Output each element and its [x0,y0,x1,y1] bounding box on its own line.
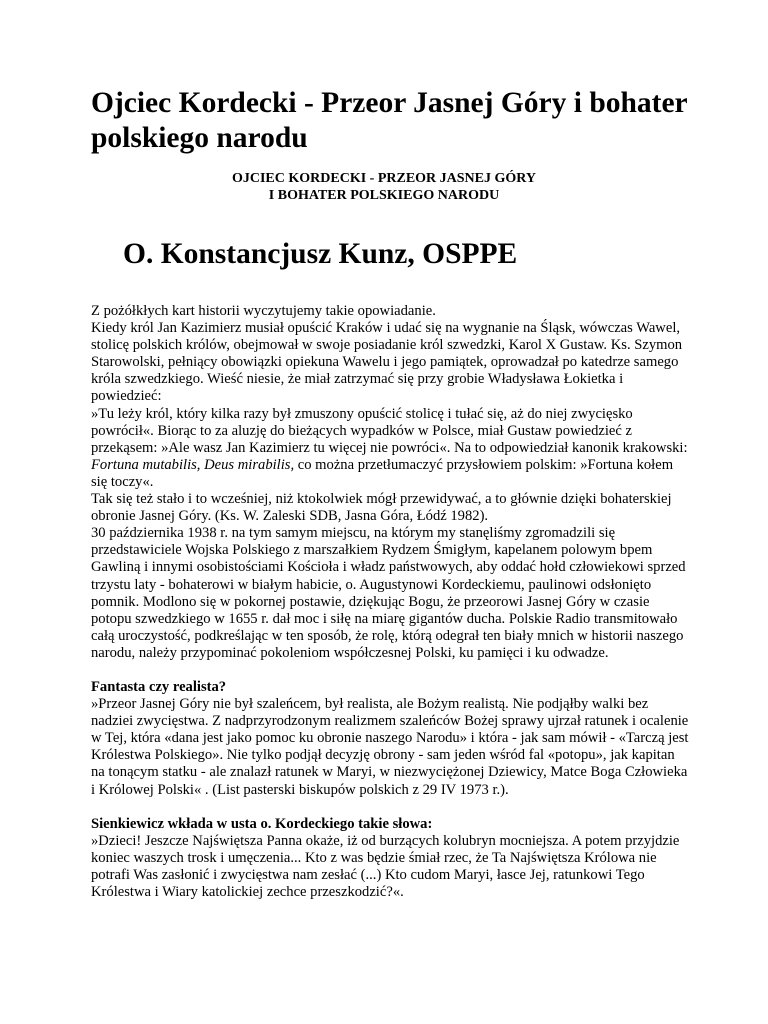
paragraph-spacer [91,799,691,816]
subtitle-line-1: OJCIEC KORDECKI - PRZEOR JASNEJ GÓRY [231,171,537,186]
quote-text-a: »Tu leży król, który kilka razy był zmuszony opuścić stolicę i tułać się, aż do niej zwycięsko powrócił«. Biorąc to za aluzję do bieżących wypadków w Polsce, miał Gustaw powiedzieć z przekąsem: »Ale wasz Jan Kazimierz tu więcej nie powróci«. Na to odpowiedział kanonik krakowski: [91,405,688,456]
section-heading-realist: Fantasta czy realista? [91,678,227,695]
paragraph-intro: Z pożółkłych kart historii wyczytujemy takie opowiadanie. [91,303,436,319]
quote-text-b: co można przetłumaczyć przysłowiem polskim: »Fortuna kołem się toczy«. [91,456,674,490]
paragraph-outcome: Tak się też stało i to wcześniej, niż ktokolwiek mógł przewidywać, a to głównie dzięki bohaterskiej obronie Jasnej Góry. (Ks. W. Zaleski SDB, Jasna Góra, Łódź 1982). [91,491,672,525]
paragraph-1938: 30 października 1938 r. na tym samym miejscu, na którym my stanęliśmy zgromadzili się przedstawiciele Wojska Polskiego z marszałkiem Rydzem Śmigłym, kapelanem polowym bpem Gawliną i innymi osobistościami Kościoła i władz państwowych, aby oddać hołd człowiekowi sprzed trzystu laty - bohaterowi w białym habicie, o. Augustynowi Kordeckiemu, paulinowi odsłonięto pomnik. Modlono się w pokornej postawie, dziękując Bogu, że przeorowi Jasnej Góry w czasie potopu szwedzkiego w 1655 r. dał moc i siłę na miarę gigantów ducha. Polskie Radio transmitowało całą uroczystość, podkreślając w ten sposób, że rolę, którą odegrał ten biały mnich w historii naszego narodu, należy przypominać pokoleniom współczesnej Polski, ku pamięci i ku odwadze. [91,525,686,661]
paragraph-wawel: Kiedy król Jan Kazimierz musiał opuścić Kraków i udać się na wygnanie na Śląsk, wówczas Wawel, stolicę polskich królów, obejmował w swoje posiadanie król szwedzki, Karol X Gustaw. Ks. Szymon Starowolski, pełniący obowiązki opiekuna Wawelu i jego pamiątek, oprowadzał po katedrze samego króla szwedzkiego. Wieść niesie, że miał zatrzymać się przy grobie Władysława Łokietka i powiedzieć: [91,320,683,405]
document-title: Ojciec Kordecki - Przeor Jasnej Góry i bohater polskiego narodu [91,87,688,154]
article-body [91,303,691,901]
quote-latin: Fortuna mutabilis, Deus mirabilis, [91,456,295,473]
document-subtitle [120,170,648,204]
author-name: O. Konstancjusz Kunz, OSPPE [123,238,518,270]
paragraph-quote [91,406,691,491]
paragraph-sienkiewicz-quote: »Dzieci! Jeszcze Najświętsza Panna okaże, iż od burzących kolubryn mocniejsza. A potem przyjdzie koniec waszych trosk i umęczenia... Kto z was będzie śmiał rzec, że Ta Najświętsza Królowa nie potrafi Was zasłonić i zwycięstwa nam zesłać (...) Kto cudom Maryi, łasce Jej, ratunkowi Tego Królestwa i Wiary katolickiej zechce przeszkodzić?«. [91,832,680,900]
paragraph-spacer [91,662,691,679]
subtitle-line-2: I BOHATER POLSKIEGO NARODU [268,188,500,203]
paragraph-pastoral-letter: »Przeor Jasnej Góry nie był szaleńcem, był realista, ale Bożym realistą. Nie podjąłby walki bez nadziei zwycięstwa. Z nadprzyrodzonym realizmem szaleńców Bożej sprawy ujrzał ratunek i ocalenie w Tej, która «dana jest jako pomoc ku obronie naszego Narodu» i która - jak sam mówił - «Tarczą jest Królestwa Polskiego». Nie tylko podjął decyzję obrony - sam jeden wśród fal «potopu», jak kapitan na tonącym statku - ale znalazł ratunek w Maryi, w niezwyciężonej Dziewicy, Matce Boga Człowieka i Królowej Polski« . (List pasterski biskupów polskich z 29 IV 1973 r.). [91,696,689,798]
section-heading-sienkiewicz: Sienkiewicz wkłada w usta o. Kordeckiego takie słowa: [91,815,433,832]
